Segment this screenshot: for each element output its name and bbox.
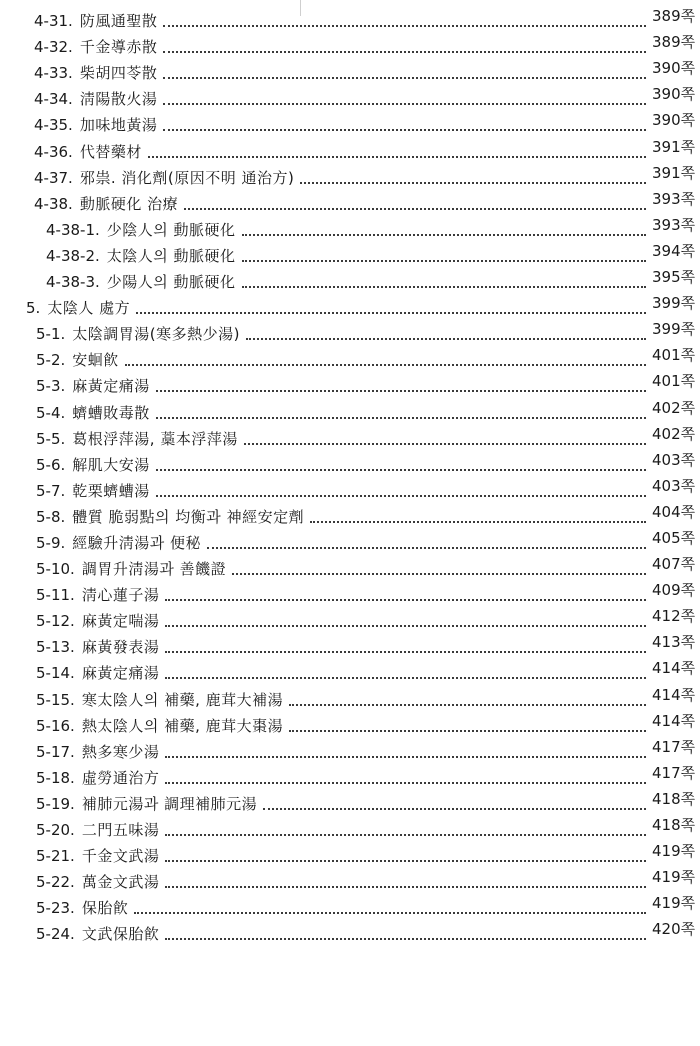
leader-dots [163,129,646,131]
toc-entry[interactable] [0,817,700,843]
toc-entry[interactable] [0,843,700,869]
entry-title: 麻黃定痛湯 [72,377,150,396]
toc-entry[interactable] [0,556,700,582]
entry-number: 5-13. [36,638,75,657]
leader-dots [165,938,646,940]
entry-title: 邪祟. 消化劑(原因不明 通治方) [79,168,295,187]
leader-dots [136,312,646,314]
entry-number: 5-7. [36,481,66,500]
entry-page-number: 419쪽 [652,894,696,913]
entry-title: 萬金文武湯 [81,873,160,892]
entry-page-number: 404쪽 [652,502,696,521]
toc-entry[interactable] [0,243,700,269]
toc-entry[interactable] [0,269,700,295]
leader-dots [163,103,646,105]
toc-entry[interactable] [0,295,700,321]
leader-dots [289,704,646,706]
toc-entry[interactable] [0,582,700,608]
entry-title: 蠐螬敗毒散 [72,403,150,422]
entry-title: 熱多寒少湯 [81,742,160,761]
toc-entry[interactable] [0,791,700,817]
leader-dots [125,364,646,366]
toc-entry[interactable] [0,8,700,34]
entry-title: 防風通聖散 [79,12,158,31]
toc-entry[interactable] [0,321,700,347]
entry-page-number: 403쪽 [652,450,696,469]
entry-title: 代替藥材 [79,142,142,161]
leader-dots [156,390,646,392]
entry-title: 安蛔飮 [72,351,119,370]
entry-number: 4-32. [34,38,73,57]
entry-number: 5-20. [36,821,75,839]
entry-title: 二門五味湯 [81,821,160,839]
entry-page-number: 389쪽 [652,7,696,26]
entry-title: 解肌大安湯 [72,455,150,474]
toc-entry[interactable] [0,504,700,530]
entry-page-number: 414쪽 [652,685,696,704]
entry-title: 乾栗蠐螬湯 [72,481,150,500]
entry-title: 經驗升淸湯과 便秘 [72,533,202,552]
entry-number: 5-10. [36,560,75,579]
entry-number: 4-38-1. [46,220,100,239]
toc-entry[interactable] [0,452,700,478]
entry-title: 文武保胎飮 [81,925,160,944]
entry-title: 補肺元湯과 調理補肺元湯 [81,794,258,813]
entry-title: 葛根浮萍湯, 藁本浮萍湯 [72,429,238,448]
entry-page-number: 401쪽 [652,346,696,365]
toc-entry[interactable] [0,34,700,60]
entry-page-number: 417쪽 [652,763,696,782]
entry-number: 5-17. [36,742,75,761]
toc-entry[interactable] [0,373,700,399]
leader-dots [163,51,646,53]
entry-number: 4-31. [34,12,73,31]
toc-entry[interactable] [0,217,700,243]
leader-dots [165,756,646,758]
toc-entry[interactable] [0,634,700,660]
leader-dots [165,860,646,862]
entry-number: 5-14. [36,664,75,683]
leader-dots [300,182,646,184]
entry-page-number: 420쪽 [652,920,696,939]
toc-entry[interactable] [0,765,700,791]
entry-number: 5-19. [36,794,75,813]
entry-number: 4-34. [34,90,73,109]
leader-dots [263,808,646,810]
entry-page-number: 390쪽 [652,85,696,104]
entry-title: 千金文武湯 [81,847,160,866]
toc-entry[interactable] [0,426,700,452]
entry-number: 4-35. [34,116,73,135]
entry-page-number: 399쪽 [652,320,696,339]
entry-number: 5-12. [36,612,75,631]
toc-entry[interactable] [0,608,700,634]
entry-title: 熱太陰人의 補藥, 鹿茸大棗湯 [81,716,284,735]
leader-dots [134,912,646,914]
entry-page-number: 418쪽 [652,789,696,808]
entry-page-number: 417쪽 [652,737,696,756]
leader-dots [165,782,646,784]
toc-entry[interactable] [0,530,700,556]
entry-number: 5. [26,299,41,318]
entry-number: 5-22. [36,873,75,892]
toc-entry[interactable] [0,478,700,504]
entry-title: 麻黃發表湯 [81,638,160,657]
leader-dots [242,234,646,236]
entry-number: 4-38. [34,194,73,213]
entry-title: 太陰調胃湯(寒多熱少湯) [72,325,240,344]
entry-number: 5-21. [36,847,75,866]
leader-dots [148,156,646,158]
entry-number: 5-11. [36,586,75,605]
entry-number: 4-38-2. [46,246,100,265]
entry-number: 5-23. [36,899,75,918]
toc-entry[interactable] [0,60,700,86]
entry-title: 淸心蓮子湯 [81,586,160,605]
entry-page-number: 413쪽 [652,633,696,652]
leader-dots [242,260,646,262]
entry-page-number: 414쪽 [652,659,696,678]
entry-title: 麻黃定喘湯 [81,612,160,631]
entry-number: 5-6. [36,455,66,474]
entry-number: 5-4. [36,403,66,422]
entry-number: 5-9. [36,533,66,552]
entry-title: 柴胡四苓散 [79,64,158,83]
entry-number: 4-36. [34,142,73,161]
toc-entry[interactable] [0,660,700,686]
entry-page-number: 414쪽 [652,711,696,730]
leader-dots [165,886,646,888]
toc-entry[interactable] [0,347,700,373]
entry-page-number: 407쪽 [652,555,696,574]
toc-entry[interactable] [0,895,700,921]
entry-page-number: 394쪽 [652,241,696,260]
leader-dots [246,338,646,340]
entry-page-number: 403쪽 [652,476,696,495]
entry-page-number: 401쪽 [652,372,696,391]
entry-title: 寒太陰人의 補藥, 鹿茸大補湯 [81,690,284,709]
toc-entry[interactable] [0,739,700,765]
leader-dots [163,77,646,79]
entry-number: 5-18. [36,768,75,787]
entry-page-number: 412쪽 [652,607,696,626]
entry-title: 少陽人의 動脈硬化 [106,273,236,292]
leader-dots [184,208,646,210]
entry-page-number: 391쪽 [652,137,696,156]
entry-number: 4-38-3. [46,273,100,292]
entry-page-number: 395쪽 [652,268,696,287]
entry-number: 5-1. [36,325,66,344]
entry-number: 4-33. [34,64,73,83]
entry-title: 淸陽散火湯 [79,90,158,109]
entry-page-number: 390쪽 [652,59,696,78]
entry-number: 5-2. [36,351,66,370]
entry-title: 動脈硬化 治療 [79,194,179,213]
leader-dots [165,625,646,627]
entry-page-number: 389쪽 [652,33,696,52]
entry-page-number: 393쪽 [652,189,696,208]
leader-dots [310,521,646,523]
entry-page-number: 393쪽 [652,215,696,234]
entry-title: 太陰人 處方 [47,299,131,318]
entry-number: 5-8. [36,507,66,526]
entry-number: 5-15. [36,690,75,709]
entry-title: 麻黃定痛湯 [81,664,160,683]
entry-page-number: 419쪽 [652,868,696,887]
toc-entry[interactable] [0,921,700,947]
leader-dots [165,834,646,836]
leader-dots [242,286,646,288]
leader-dots [165,677,646,679]
entry-page-number: 419쪽 [652,842,696,861]
leader-dots [289,730,646,732]
entry-page-number: 409쪽 [652,581,696,600]
entry-number: 5-24. [36,925,75,944]
leader-dots [156,469,646,471]
leader-dots [163,25,646,27]
entry-page-number: 402쪽 [652,424,696,443]
toc-entry[interactable] [0,138,700,164]
entry-page-number: 402쪽 [652,398,696,417]
entry-title: 調胃升淸湯과 善饑證 [81,560,227,579]
leader-dots [232,573,646,575]
toc-entry[interactable] [0,713,700,739]
leader-dots [165,599,646,601]
entry-number: 5-3. [36,377,66,396]
entry-title: 千金導赤散 [79,38,158,57]
toc-entry[interactable] [0,399,700,425]
toc-entry[interactable] [0,869,700,895]
toc-entry[interactable] [0,112,700,138]
entry-number: 5-5. [36,429,66,448]
entry-title: 加味地黃湯 [79,116,158,135]
entry-page-number: 418쪽 [652,816,696,834]
entry-title: 少陰人의 動脈硬化 [106,220,236,239]
toc-entry[interactable] [0,191,700,217]
leader-dots [207,547,646,549]
entry-title: 虛勞通治方 [81,768,160,787]
leader-dots [156,495,646,497]
entry-number: 5-16. [36,716,75,735]
entry-page-number: 399쪽 [652,294,696,313]
entry-title: 太陰人의 動脈硬化 [106,246,236,265]
toc-entry[interactable] [0,165,700,191]
leader-dots [165,651,646,653]
table-of-contents [0,8,700,947]
toc-entry[interactable] [0,686,700,712]
entry-title: 保胎飮 [81,899,129,918]
toc-entry[interactable] [0,86,700,112]
entry-page-number: 390쪽 [652,111,696,130]
entry-page-number: 405쪽 [652,528,696,547]
entry-title: 體質 脆弱點의 均衡과 神經安定劑 [72,507,305,526]
entry-number: 4-37. [34,168,73,187]
leader-dots [156,417,646,419]
leader-dots [244,443,646,445]
entry-page-number: 391쪽 [652,163,696,182]
